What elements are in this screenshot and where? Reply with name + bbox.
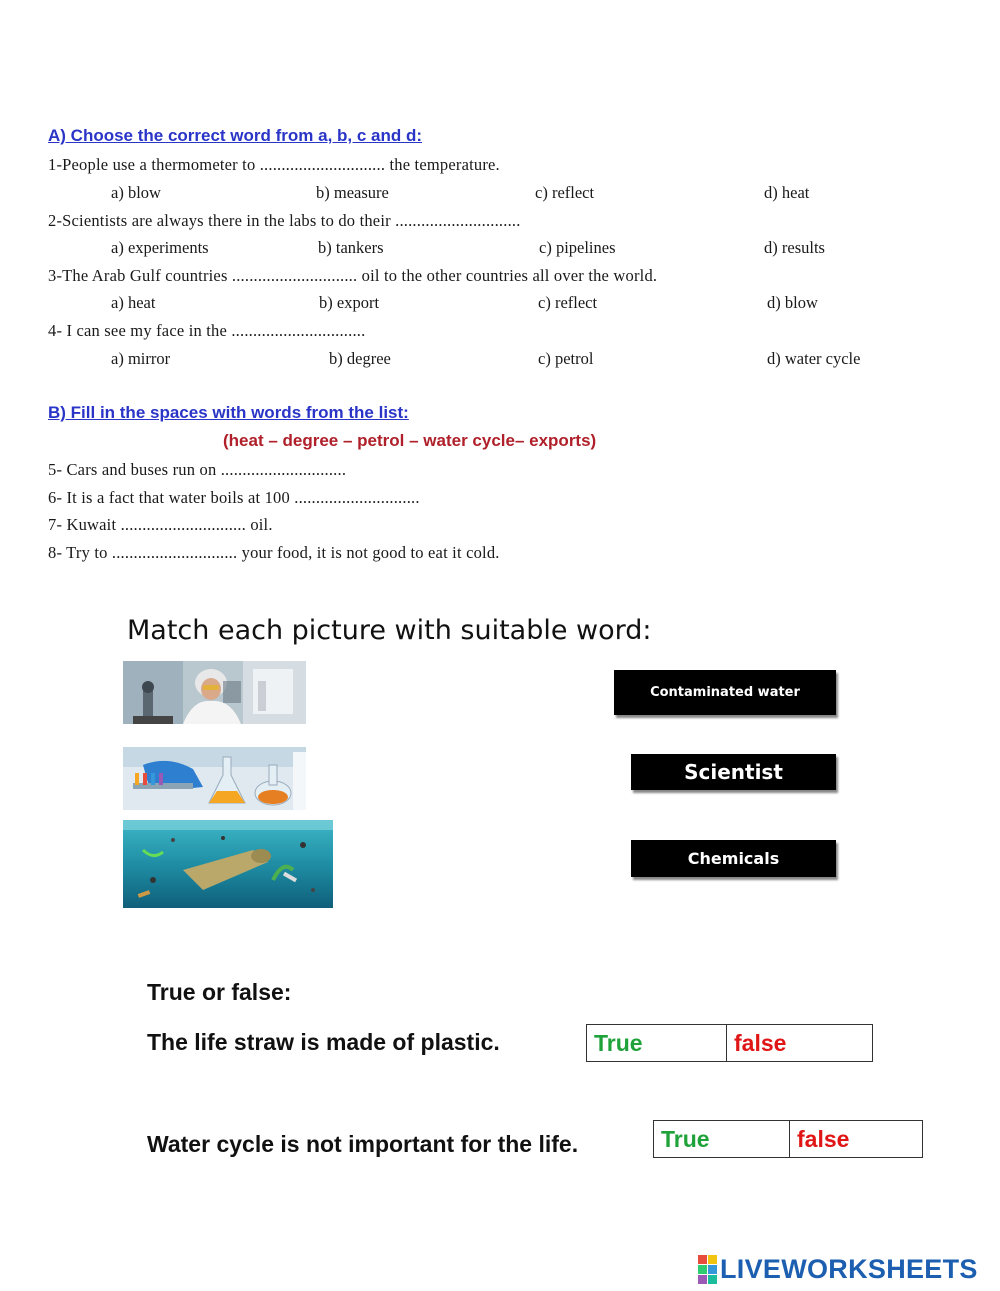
q4-option-d: d) water cycle (767, 349, 861, 368)
sentence-7: 7- Kuwait ............................. oil. (48, 515, 273, 534)
liveworksheets-logo[interactable] (698, 1254, 978, 1285)
q2-option-d: d) results (764, 238, 825, 257)
question-2-text: 2-Scientists are always there in the labs to do their ............................. (48, 211, 521, 230)
word-list: (heat – degree – petrol – water cycle– exports) (223, 431, 597, 450)
scientist-microscope-icon (123, 661, 306, 724)
q2-option-b: b) tankers (318, 238, 384, 257)
section-b-heading: B) Fill in the spaces with words from the list: (48, 403, 409, 422)
liveworksheets-logo-icon (698, 1255, 717, 1284)
tf-answer-box-1 (586, 1024, 873, 1062)
q3-option-b: b) export (319, 293, 380, 312)
sentence-6: 6- It is a fact that water boils at 100 ............................. (48, 488, 420, 507)
section-a-heading: A) Choose the correct word from a, b, c and d: (48, 126, 423, 145)
tf-1-false-option[interactable]: false (734, 1029, 787, 1056)
tf-question-1-text: The life straw is made of plastic. (147, 1029, 500, 1055)
q4-option-a: a) mirror (111, 349, 171, 368)
scientist-microscope-photo[interactable] (123, 661, 306, 724)
word-box-chemicals[interactable]: Chemicals (631, 840, 836, 877)
match-title: Match each picture with suitable word: (127, 615, 652, 646)
q1-option-a: a) blow (111, 183, 161, 202)
q3-option-d: d) blow (767, 293, 818, 312)
lab-glassware-icon (123, 747, 306, 810)
question-3-text: 3-The Arab Gulf countries ............................. oil to the other countries all over the world. (48, 266, 658, 285)
tf-2-true-option[interactable]: True (654, 1121, 790, 1157)
sentence-5: 5- Cars and buses run on ............................. (48, 460, 347, 479)
question-1-text: 1-People use a thermometer to ............................. the temperature. (48, 155, 500, 174)
polluted-water-photo[interactable] (123, 820, 333, 908)
q4-option-b: b) degree (329, 349, 391, 368)
lab-glassware-photo[interactable] (123, 747, 306, 810)
q1-option-c: c) reflect (535, 183, 595, 202)
logo-text: LIVEWORKSHEETS (720, 1254, 978, 1284)
polluted-water-icon (123, 820, 333, 908)
q2-option-c: c) pipelines (539, 238, 616, 257)
q1-option-d: d) heat (764, 183, 810, 202)
true-false-title: True or false: (147, 979, 292, 1005)
sentence-8: 8- Try to ............................. your food, it is not good to eat it cold. (48, 543, 500, 562)
tf-answer-box-2 (653, 1120, 923, 1158)
word-box-contaminated-water[interactable]: Contaminated water (614, 670, 836, 715)
q3-option-a: a) heat (111, 293, 156, 312)
q1-option-b: b) measure (316, 183, 389, 202)
word-box-scientist[interactable]: Scientist (631, 754, 836, 790)
tf-1-true-option[interactable]: True (587, 1025, 727, 1061)
question-4-text: 4- I can see my face in the ............................... (48, 321, 366, 340)
tf-question-2-text: Water cycle is not important for the life. (147, 1131, 579, 1157)
q2-option-a: a) experiments (111, 238, 209, 257)
tf-2-false-option[interactable]: false (797, 1125, 850, 1152)
q3-option-c: c) reflect (538, 293, 598, 312)
q4-option-c: c) petrol (538, 349, 594, 368)
